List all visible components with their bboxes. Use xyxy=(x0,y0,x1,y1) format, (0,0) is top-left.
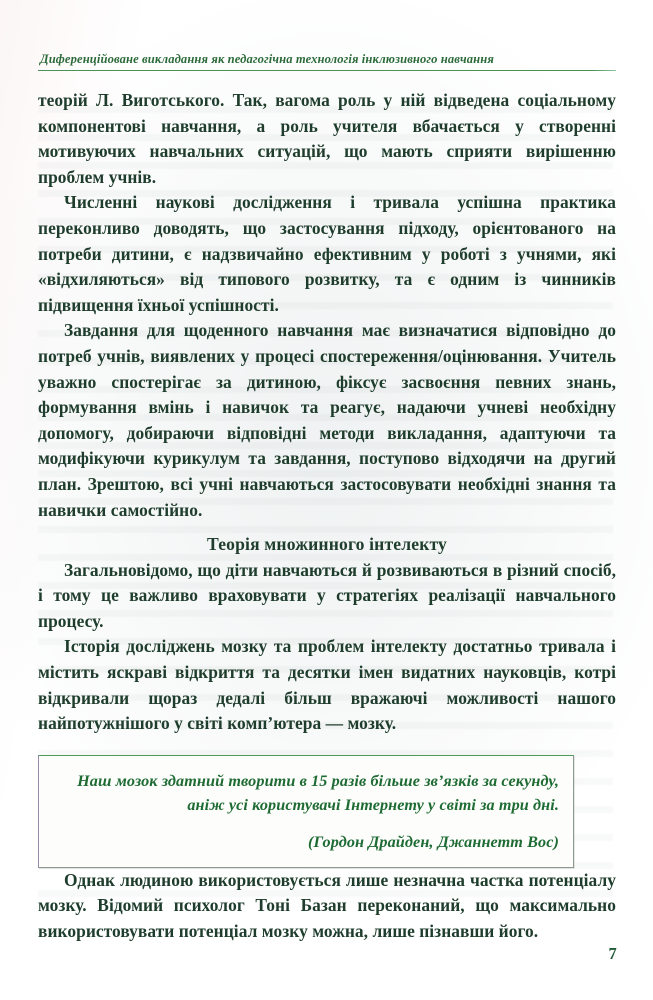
pull-quote-box xyxy=(38,755,574,868)
paragraph: Історія досліджень мозку та проблем інтелекту достатньо тривала і містить яскраві відкриття та десятки імен видатних науковців, котрі відкривали щораз дедалі більш вражаючі можливості нашого найпотужнішого у світі комп’ютера — мозку. xyxy=(38,636,616,734)
paragraph: Однак людиною використовується лише незначна частка потенціалу мозку. Відомий психолог Тоні Базан переконаний, що максимально використовувати потенціал мозку можна, лише пізнавши його. xyxy=(38,869,616,942)
section-heading: Теорія множинного інтелекту xyxy=(206,534,447,555)
page-number: 7 xyxy=(608,944,617,963)
running-head xyxy=(38,52,616,71)
paragraph: Численні наукові дослідження і тривала успішна практика переконливо доводять, що застосування підходу, орієнтованого на потреби дитини, є надзвичайно ефективним у роботі з учнями, які «відхиляються» від типового розвитку, та є одним із чинників підвищення їхньої успішності. xyxy=(38,192,616,315)
paragraph: Загальновідомо, що діти навчаються й розвиваються в різний спосіб, і тому це важливо враховувати у стратегіях реалізації навчального процесу. xyxy=(38,559,616,631)
paragraph-continued: теорій Л. Виготського. Так, вагома роль у ній відведена соціальному компонентові навчання, а роль учителя вбачається у створенні мотивуючих навчальних ситуацій, що мають сприяти вирішенню проблем учнів. xyxy=(38,90,616,187)
paragraph: Завдання для щоденного навчання має визначатися відповідно до потреб учнів, виявлених у процесі спостереження/оцінювання. Учитель уважно спостерігає за дитиною, фіксує засвоєння певних знань, формування вмінь і навичок та реагує, надаючи учневі необхідну допомогу, добираючи відповідні методи викладання, адаптуючи та модифікуючи курикулум та завдання, поступово відходячи на другий план. Зрештою, всі учні навчаються застосовувати необхідні знання та навички самостійно. xyxy=(38,320,616,520)
pull-quote-attribution: (Гордон Драйден, Джаннетт Вос) xyxy=(308,832,559,851)
pull-quote-text: Наш мозок здатний творити в 15 разів більше зв’язків за секунду, аніж усі користувачі Інтернету у світі за три дні. xyxy=(77,771,559,814)
running-head-text: Диференційоване викладання як педагогічна технологія інклюзивного навчання xyxy=(40,52,494,66)
running-head-rule xyxy=(38,70,616,71)
body-text-column xyxy=(38,88,616,945)
page-content xyxy=(38,0,616,1000)
